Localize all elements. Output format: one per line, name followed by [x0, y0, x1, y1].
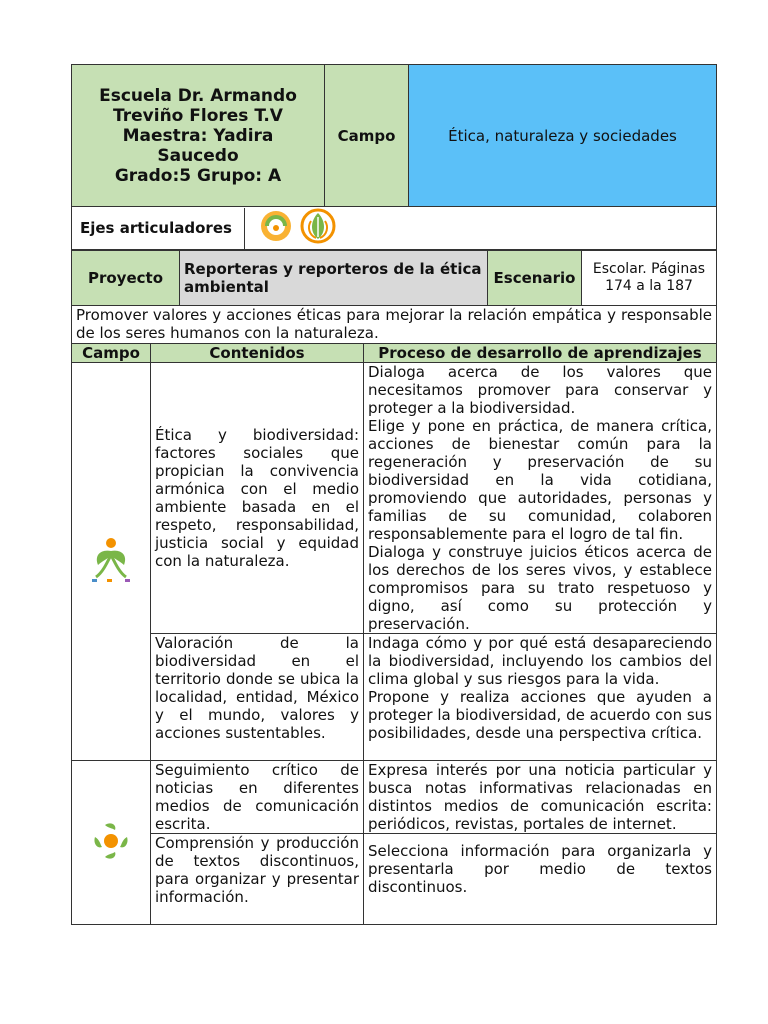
ejes-label: Ejes articuladores [72, 208, 245, 249]
campo-label: Campo [325, 65, 409, 207]
school-name-line2: Treviño Flores T.V [113, 105, 283, 126]
campo-icon-cell-1 [72, 363, 151, 761]
teacher-line2: Saucedo [157, 145, 239, 166]
contenido-1: Ética y biodiversidad: factores sociales que propician la convivencia armónica con el medio ambiente basada en el respeto, responsabilidad, justicia social y equidad con la naturaleza. [151, 363, 364, 634]
contenido-4: Comprensión y producción de textos discontinuos, para organizar y presentar información. [151, 834, 364, 925]
content-table [71, 305, 717, 925]
proceso-2: Indaga cómo y por qué está desapareciendo la biodiversidad, incluyendo los cambios del clima global y sus riesgos para la vida. Propone y realiza acciones que ayuden a proteger la biodiversidad, de acuerdo con sus posibilidades, desde una perspectiva crítica. [364, 634, 717, 761]
grade-group: Grado:5 Grupo: A [114, 165, 282, 186]
school-name-line1: Escuela Dr. Armando [99, 85, 297, 106]
proyecto-label: Proyecto [72, 251, 180, 306]
header-table [71, 64, 717, 250]
purpose-text: Promover valores y acciones éticas para mejorar la relación empática y responsable de los seres humanos con la naturaleza. [72, 306, 717, 344]
contenido-3: Seguimiento crítico de noticias en diferentes medios de comunicación escrita. [151, 761, 364, 834]
ejes-row [72, 207, 717, 250]
escenario-value: Escolar. Páginas 174 a la 187 [582, 251, 717, 306]
school-info [72, 65, 325, 207]
campo-icon-cell-2 [72, 761, 151, 925]
campo-value: Ética, naturaleza y sociedades [409, 65, 717, 207]
proceso-1: Dialoga acerca de los valores que necesitamos promover para conservar y proteger a la biodiversidad. Elige y pone en práctica, de manera crítica, acciones de bienestar común para la regeneración y preservación de su biodiversidad en la vida cotidiana, promoviendo que autoridades, personas y familias de su comunidad, colaboren responsablemente para el logro de tal fin. Dialoga y construye juicios éticos acerca de los derechos de los seres vivos, y establece compromisos para su trato respetuoso y digno, así como su protección y preservación. [364, 363, 717, 634]
header-contenidos: Contenidos [151, 344, 364, 363]
human-nature-icon [86, 571, 136, 589]
escenario-label: Escenario [488, 251, 582, 306]
proceso-3: Expresa interés por una noticia particular y busca notas informativas relacionadas en distintos medios de comunicación escrita: periódicos, revistas, portales de internet. [364, 761, 717, 834]
eje-leaf-icon [299, 207, 337, 249]
header-campo: Campo [72, 344, 151, 363]
proceso-4: Selecciona información para organizarla y presentarla por medio de textos discontinuos. [364, 834, 717, 925]
header-proceso: Proceso de desarrollo de aprendizajes [364, 344, 717, 363]
eje-circle-icon [257, 207, 295, 249]
project-table [71, 250, 717, 306]
communication-icon [91, 849, 131, 867]
contenido-2: Valoración de la biodiversidad en el territorio donde se ubica la localidad, entidad, México y el mundo, valores y acciones sustentables. [151, 634, 364, 761]
teacher-line1: Maestra: Yadira [122, 125, 274, 146]
proyecto-value: Reporteras y reporteros de la ética ambiental [180, 251, 488, 306]
